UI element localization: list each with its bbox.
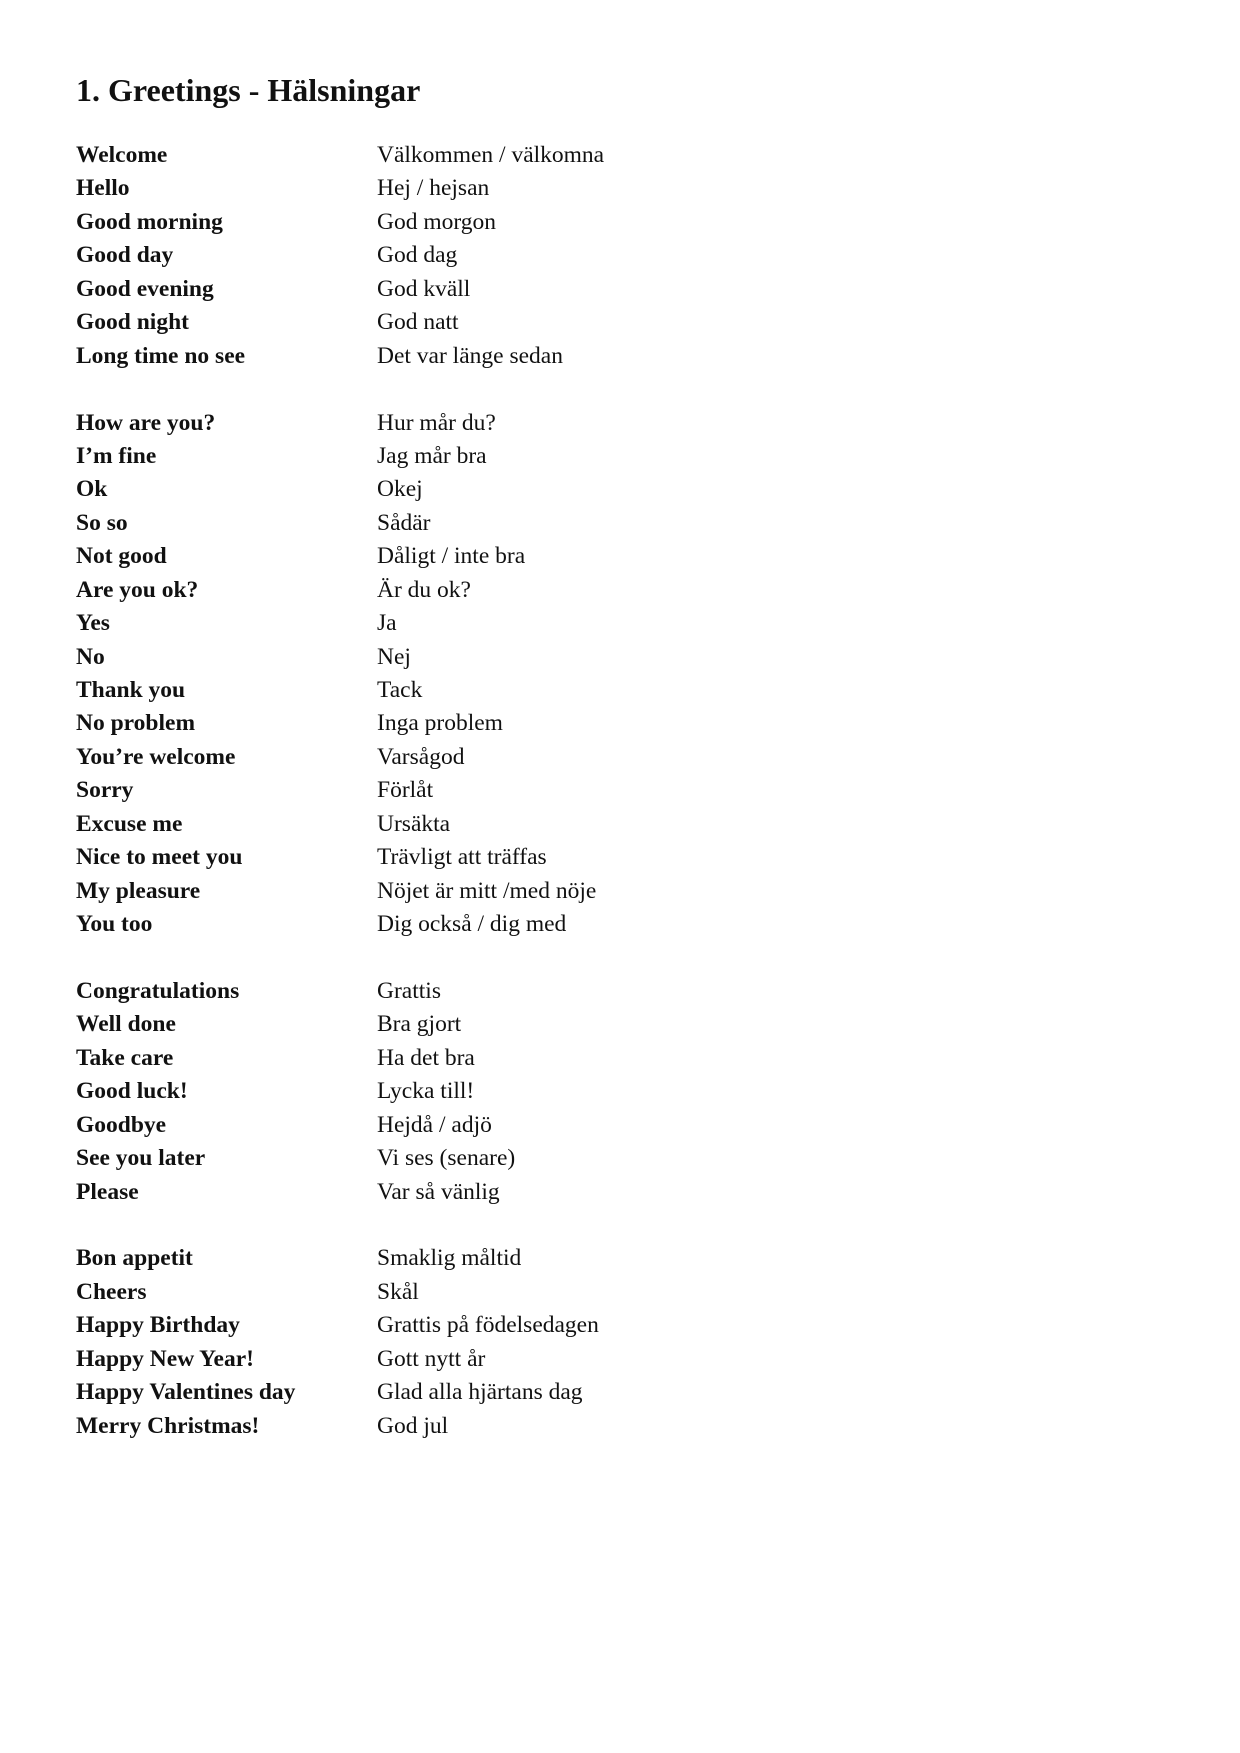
phrase-row <box>76 172 1076 205</box>
phrase-row <box>76 440 1076 473</box>
phrase-row <box>76 206 1076 239</box>
english-phrase: Good luck! <box>76 1078 188 1105</box>
swedish-phrase: Jag mår bra <box>377 442 487 469</box>
phrase-row <box>76 1008 1076 1041</box>
swedish-phrase: Förlåt <box>377 777 434 804</box>
english-phrase: Happy Birthday <box>76 1312 240 1339</box>
phrase-row <box>76 875 1076 908</box>
phrase-row <box>76 808 1076 841</box>
english-phrase: Hello <box>76 175 130 202</box>
phrase-row <box>76 1042 1076 1075</box>
english-phrase: Excuse me <box>76 810 183 837</box>
phrase-row <box>76 273 1076 306</box>
swedish-phrase: Trävligt att träffas <box>377 844 547 871</box>
english-phrase: See you later <box>76 1145 206 1172</box>
english-phrase: Happy Valentines day <box>76 1379 296 1406</box>
swedish-phrase: Bra gjort <box>377 1011 462 1038</box>
swedish-phrase: Skål <box>377 1278 419 1305</box>
english-phrase: Nice to meet you <box>76 844 243 871</box>
swedish-phrase: Det var länge sedan <box>377 342 563 369</box>
swedish-phrase: Hejdå / adjö <box>377 1111 492 1138</box>
swedish-phrase: Hej / hejsan <box>377 175 490 202</box>
swedish-phrase: Ha det bra <box>377 1044 475 1071</box>
phrase-row <box>76 1075 1076 1108</box>
phrase-row <box>76 407 1076 440</box>
swedish-phrase: God morgon <box>377 208 497 235</box>
phrase-row <box>76 1276 1076 1309</box>
phrase-row <box>76 774 1076 807</box>
english-phrase: Sorry <box>76 777 134 804</box>
english-phrase: Good day <box>76 242 174 269</box>
swedish-phrase: Varsågod <box>377 743 465 770</box>
phrase-row <box>76 306 1076 339</box>
english-phrase: You too <box>76 911 153 938</box>
english-phrase: Good morning <box>76 208 223 235</box>
english-phrase: Yes <box>76 610 110 637</box>
swedish-phrase: Nöjet är mitt /med nöje <box>377 877 597 904</box>
swedish-phrase: Ja <box>377 610 397 637</box>
phrase-row <box>76 239 1076 272</box>
phrase-row <box>76 607 1076 640</box>
phrase-row <box>76 1109 1076 1142</box>
swedish-phrase: Inga problem <box>377 710 503 737</box>
swedish-phrase: Nej <box>377 643 411 670</box>
phrase-row <box>76 641 1076 674</box>
english-phrase: No <box>76 643 105 670</box>
english-phrase: Goodbye <box>76 1111 167 1138</box>
swedish-phrase: Okej <box>377 476 423 503</box>
phrase-row <box>76 841 1076 874</box>
phrase-list <box>76 139 1076 1443</box>
english-phrase: Take care <box>76 1044 174 1071</box>
swedish-phrase: Välkommen / välkomna <box>377 142 605 168</box>
phrase-row <box>76 707 1076 740</box>
swedish-phrase: God natt <box>377 309 459 336</box>
swedish-phrase: Sådär <box>377 509 431 536</box>
swedish-phrase: Gott nytt år <box>377 1345 486 1372</box>
english-phrase: I’m fine <box>76 442 157 469</box>
swedish-phrase: Är du ok? <box>377 576 471 603</box>
swedish-phrase: Glad alla hjärtans dag <box>377 1379 583 1406</box>
phrase-row <box>76 1309 1076 1342</box>
english-phrase: Congratulations <box>76 977 240 1004</box>
swedish-phrase: Vi ses (senare) <box>377 1145 516 1172</box>
english-phrase: Thank you <box>76 677 186 703</box>
english-phrase: No problem <box>76 710 196 737</box>
phrase-row <box>76 1376 1076 1409</box>
english-phrase: Well done <box>76 1011 176 1038</box>
english-phrase: Ok <box>76 476 108 503</box>
english-phrase: Long time no see <box>76 342 246 369</box>
english-phrase: You’re welcome <box>76 743 236 770</box>
phrase-row <box>76 574 1076 607</box>
english-phrase: Cheers <box>76 1278 147 1305</box>
phrase-row <box>76 507 1076 540</box>
english-phrase: Merry Christmas! <box>76 1412 260 1439</box>
english-phrase: Welcome <box>76 142 168 168</box>
swedish-phrase: Lycka till! <box>377 1078 475 1105</box>
english-phrase: Good evening <box>76 275 214 302</box>
swedish-phrase: Grattis på födelsedagen <box>377 1312 599 1339</box>
english-phrase: Are you ok? <box>76 576 199 603</box>
phrase-row <box>76 540 1076 573</box>
swedish-phrase: Dåligt / inte bra <box>377 543 526 570</box>
phrase-row <box>76 741 1076 774</box>
phrase-row <box>76 340 1076 373</box>
swedish-phrase: God kväll <box>377 275 471 302</box>
english-phrase: Good night <box>76 309 189 336</box>
phrase-row <box>76 1176 1076 1209</box>
english-phrase: Bon appetit <box>76 1245 193 1272</box>
swedish-phrase: God dag <box>377 242 458 269</box>
swedish-phrase: God jul <box>377 1412 449 1439</box>
swedish-phrase: Tack <box>377 677 423 703</box>
phrase-row <box>76 908 1076 941</box>
swedish-phrase: Smaklig måltid <box>377 1245 522 1272</box>
phrase-row <box>76 1242 1076 1275</box>
phrase-row <box>76 674 1076 707</box>
phrase-row <box>76 1410 1076 1443</box>
english-phrase: My pleasure <box>76 877 201 904</box>
swedish-phrase: Dig också / dig med <box>377 911 567 938</box>
swedish-phrase: Hur mår du? <box>377 409 496 436</box>
english-phrase: Not good <box>76 543 167 570</box>
phrase-row <box>76 1142 1076 1175</box>
phrase-row <box>76 1343 1076 1376</box>
swedish-phrase: Var så vänlig <box>377 1178 500 1205</box>
english-phrase: How are you? <box>76 409 216 436</box>
swedish-phrase: Ursäkta <box>377 810 451 837</box>
english-phrase: So so <box>76 509 128 536</box>
english-phrase: Please <box>76 1178 139 1205</box>
phrase-row <box>76 139 1076 172</box>
swedish-phrase: Grattis <box>377 977 441 1004</box>
phrase-row <box>76 473 1076 506</box>
section-heading: 1. Greetings - Hälsningar <box>76 72 421 108</box>
phrase-row <box>76 975 1076 1008</box>
english-phrase: Happy New Year! <box>76 1345 254 1372</box>
